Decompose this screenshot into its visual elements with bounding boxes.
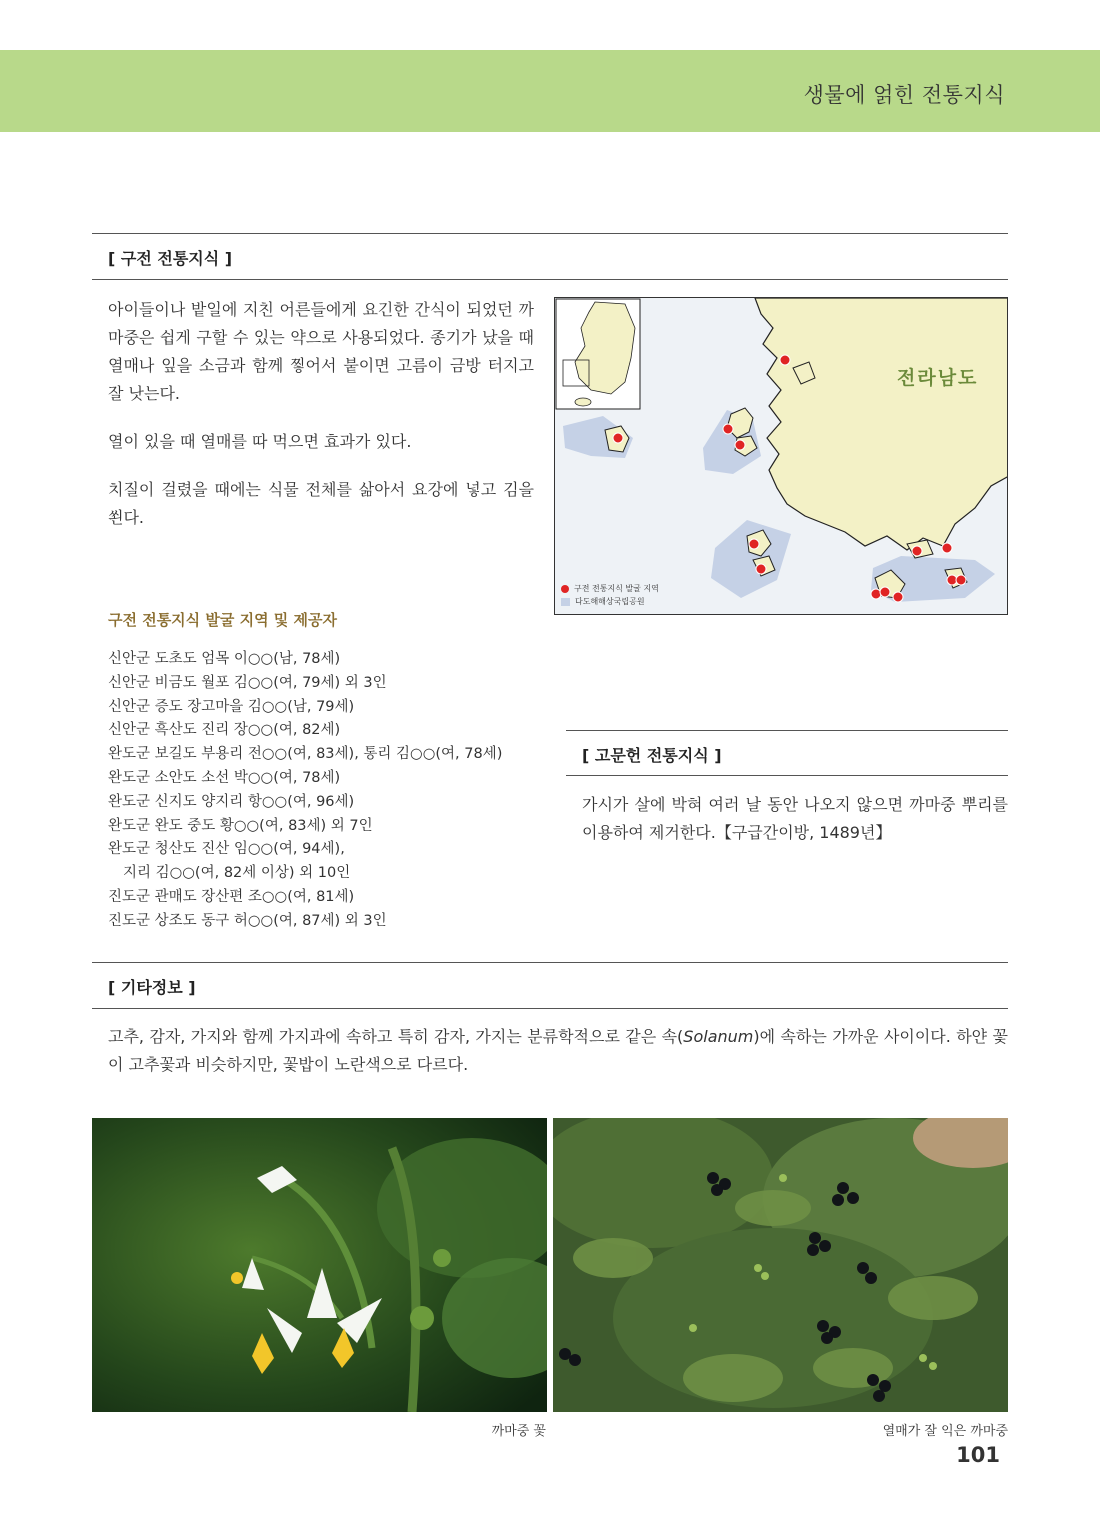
section-rule-top bbox=[92, 962, 1008, 963]
genus-name: Solanum bbox=[683, 1027, 754, 1046]
survey-site-marker bbox=[871, 589, 881, 599]
survey-site-marker bbox=[942, 543, 952, 553]
list-item: 지리 김○○(여, 82세 이상) 외 10인 bbox=[123, 865, 351, 882]
distribution-map bbox=[554, 297, 1008, 615]
survey-site-marker bbox=[723, 424, 733, 434]
survey-site-marker bbox=[756, 564, 766, 574]
contributors-heading: 구전 전통지식 발굴 지역 및 제공자 bbox=[108, 611, 337, 629]
list-item: 신안군 도초도 엄목 이○○(남, 78세) bbox=[108, 651, 341, 667]
section-rule-top bbox=[92, 233, 1008, 234]
section-rule-bottom bbox=[92, 1008, 1008, 1009]
survey-site-marker bbox=[893, 592, 903, 602]
list-item: 완도군 보길도 부용리 전○○(여, 83세), 통리 김○○(여, 78세) bbox=[108, 746, 503, 763]
oral-body bbox=[108, 296, 534, 552]
survey-site-marker bbox=[912, 546, 922, 556]
other-text-after: )에 속하는 가까운 사이이다. 하얀 꽃이 고추꽃과 비슷하지만, 꽃밥이 노란색으로 다르다. bbox=[108, 1027, 1008, 1074]
section-rule-bottom bbox=[92, 279, 1008, 280]
oral-section-title: [ 구전 전통지식 ] bbox=[108, 249, 233, 268]
legend-park-swatch bbox=[561, 598, 570, 606]
section-rule-top bbox=[566, 730, 1008, 731]
list-item: 완도군 신지도 양지리 항○○(여, 96세) bbox=[108, 793, 355, 810]
page-number: 101 bbox=[956, 1443, 1000, 1467]
list-item: 완도군 청산도 진산 임○○(여, 94세), bbox=[108, 841, 345, 858]
literature-section-title: [ 고문헌 전통지식 ] bbox=[582, 746, 722, 765]
oral-paragraph: 열이 있을 때 열매를 따 먹으면 효과가 있다. bbox=[108, 432, 412, 451]
list-item: 진도군 관매도 장산편 조○○(여, 81세) bbox=[108, 888, 355, 905]
photo-flower bbox=[92, 1118, 547, 1412]
legend-item-park bbox=[561, 595, 659, 608]
legend-item-survey bbox=[561, 582, 659, 595]
list-item: 신안군 증도 장고마을 김○○(남, 79세) bbox=[108, 698, 355, 715]
survey-site-marker bbox=[735, 440, 745, 450]
list-item: 진도군 상조도 동구 허○○(여, 87세) 외 3인 bbox=[108, 912, 387, 929]
legend-label: 다도해해상국립공원 bbox=[575, 597, 645, 606]
running-header-title: 생물에 얽힌 전통지식 bbox=[803, 83, 1005, 107]
map-graphic bbox=[555, 298, 1008, 615]
legend-label: 구전 전통지식 발굴 지역 bbox=[574, 584, 659, 593]
survey-site-marker bbox=[956, 575, 966, 585]
list-item: 완도군 소안도 소선 박○○(여, 78세) bbox=[108, 769, 341, 786]
photo-fruits bbox=[553, 1118, 1008, 1412]
other-section-title: [ 기타정보 ] bbox=[108, 978, 196, 997]
mainland-jeonnam bbox=[755, 298, 1008, 550]
survey-site-marker bbox=[880, 587, 890, 597]
survey-site-marker bbox=[613, 433, 623, 443]
other-text-before: 고추, 감자, 가지와 함께 가지과에 속하고 특히 감자, 가지는 분류학적으로 같은 속( bbox=[108, 1027, 684, 1046]
contributors-list bbox=[108, 648, 502, 934]
section-rule-bottom bbox=[566, 775, 1008, 776]
legend-marker-icon bbox=[561, 585, 569, 593]
oral-paragraph: 아이들이나 밭일에 지친 어른들에게 요긴한 간식이 되었던 까마중은 쉽게 구할 수 있는 약으로 사용되었다. 종기가 났을 때 열매나 잎을 소금과 함께 찧어서 붙이면 고름이 금방 터지고 잘 낫는다. bbox=[108, 300, 534, 403]
survey-site-marker bbox=[780, 355, 790, 365]
map-region-label: 전라남도 bbox=[897, 367, 979, 389]
list-item: 신안군 비금도 월포 김○○(여, 79세) 외 3인 bbox=[108, 674, 387, 691]
literature-body: 가시가 살에 박혀 여러 날 동안 나오지 않으면 까마중 뿌리를 이용하여 제거한다.【구급간이방, 1489년】 bbox=[582, 795, 1008, 842]
caption-fruits: 열매가 잘 익은 까마중 bbox=[882, 1424, 1008, 1439]
list-item: 신안군 흑산도 진리 장○○(여, 82세) bbox=[108, 722, 341, 739]
map-legend bbox=[561, 582, 659, 608]
caption-flower: 까마중 꽃 bbox=[491, 1424, 546, 1439]
park-zone bbox=[711, 520, 791, 598]
list-item: 완도군 완도 중도 황○○(여, 83세) 외 7인 bbox=[108, 817, 373, 834]
other-body bbox=[108, 1023, 1008, 1079]
inset-island bbox=[575, 398, 591, 406]
survey-site-marker bbox=[749, 539, 759, 549]
oral-paragraph: 치질이 걸렸을 때에는 식물 전체를 삶아서 요강에 넣고 김을 쐰다. bbox=[108, 480, 534, 527]
